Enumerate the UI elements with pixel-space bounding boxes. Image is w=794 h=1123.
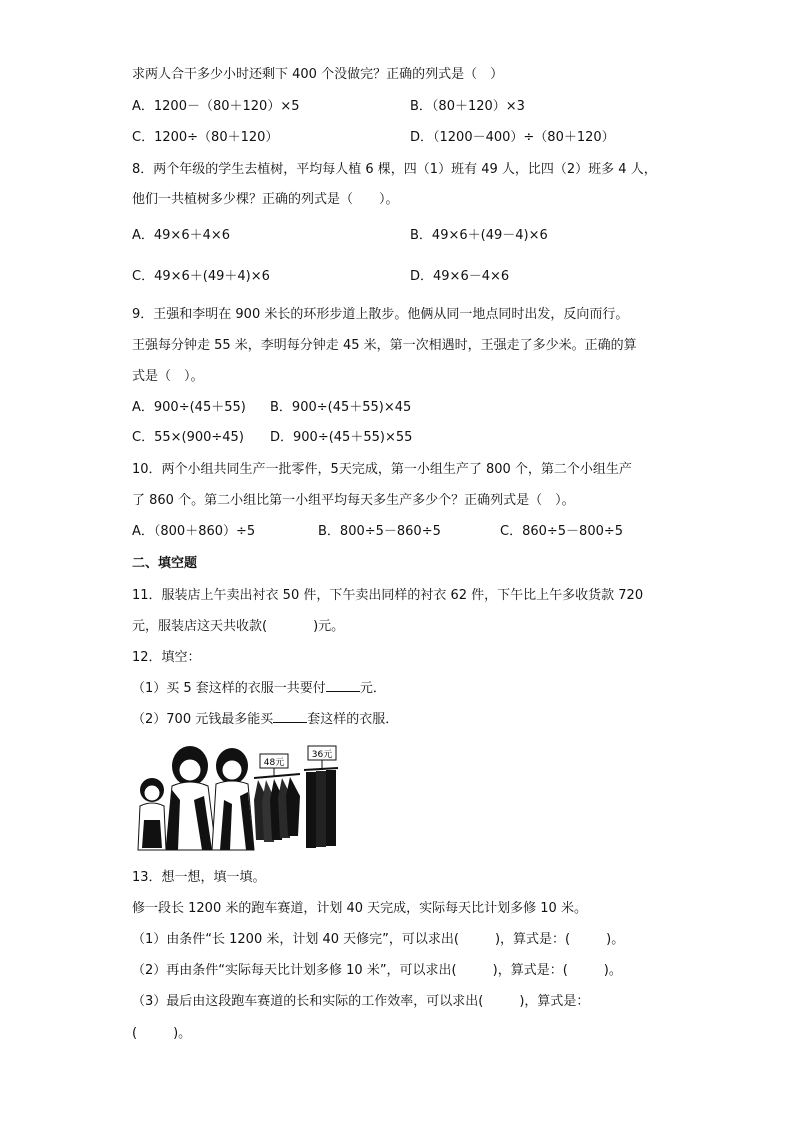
shoppers-icon [138, 746, 254, 850]
q8-option-d: D．49×6－4×6 [410, 269, 510, 284]
q13-title: 13．想一想，填一填。 [132, 870, 266, 885]
q13-sub1-pre: （1）由条件“长 1200 米，计划 40 天修完”，可以求出( [132, 932, 459, 947]
q10-option-a: A．（800＋860）÷5 [132, 524, 256, 539]
q13-sub1-mid: )，算式是：( [494, 932, 571, 947]
q7-option-b: B．（80＋120）×3 [410, 99, 525, 114]
q8-option-c: C．49×6＋(49＋4)×6 [132, 269, 270, 284]
q13-sub2-pre: （2）再由条件“实际每天比计划多修 10 米”，可以求出( [132, 963, 457, 978]
q11-text-pre: 元，服装店这天共收款( [132, 619, 268, 634]
q9-option-d: D．900÷(45＋55)×55 [270, 430, 413, 445]
q9-stem-line3: 式是（ ）。 [132, 369, 204, 384]
q12-sub1 [132, 679, 386, 699]
q11-line1: 11．服装店上午卖出衬衣 50 件，下午卖出同样的衬衣 62 件，下午比上午多收货款 720 [132, 588, 644, 603]
price-tag-36-label: 36元 [311, 750, 333, 760]
q12-sub2-pre: （2）700 元钱最多能买 [132, 712, 274, 727]
q7-option-d: D．（1200－400）÷（80＋120） [410, 130, 615, 145]
q8-stem-line2: 他们一共植树多少棵？正确的列式是（ ）。 [132, 192, 399, 207]
clothing-rack-icon [254, 768, 338, 848]
q11-text-post: )元。 [313, 619, 345, 634]
price-tag-48-label: 48元 [263, 758, 285, 768]
q8-option-a: A．49×6＋4×6 [132, 228, 231, 243]
q13-sub2 [132, 961, 622, 981]
q13-intro: 修一段长 1200 米的跑车赛道，计划 40 天完成，实际每天比计划多修 10 米。 [132, 901, 587, 916]
q12-sub1-pre: （1）买 5 套这样的衣服一共要付 [132, 681, 326, 696]
q8-option-b: B．49×6＋(49－4)×6 [410, 228, 548, 243]
q13-sub3-line2-post: )。 [173, 1026, 192, 1041]
section-title: 二、填空题 [132, 556, 198, 571]
q10-option-c: C．860÷5－800÷5 [500, 524, 624, 539]
q7-stem: 求两人合干多少小时还剩下 400 个没做完？正确的列式是（ ） [132, 67, 504, 82]
q9-option-c: C．55×(900÷45) [132, 430, 244, 445]
q13-sub2-post: )。 [603, 963, 622, 978]
q9-option-b: B．900÷(45＋55)×45 [270, 400, 412, 415]
q13-sub1 [132, 930, 624, 950]
q10-stem-line1: 10．两个小组共同生产一批零件，5天完成，第一小组生产了 800 个，第二个小组生产 [132, 462, 632, 477]
q9-stem-line1: 9．王强和李明在 900 米长的环形步道上散步。他俩从同一地点同时出发，反向而行。 [132, 307, 629, 322]
clothing-store-illustration [132, 740, 342, 860]
q10-option-b: B．800÷5－860÷5 [318, 524, 441, 539]
q9-stem-line2: 王强每分钟走 55 米，李明每分钟走 45 米，第一次相遇时，王强走了多少米。正确的算 [132, 338, 637, 353]
q13-sub1-post: )。 [606, 932, 625, 947]
q12-sub2-post: 套这样的衣服． [307, 712, 399, 727]
q12-sub2-blank[interactable] [273, 710, 307, 723]
q13-sub3-line2 [132, 1024, 191, 1044]
q13-sub3-line2-pre: ( [132, 1026, 138, 1041]
q8-stem-line1: 8．两个年级的学生去植树，平均每人植 6 棵，四（1）班有 49 人，比四（2）班多 4 人， [132, 162, 657, 177]
q12-title: 12．填空： [132, 650, 201, 665]
q12-sub1-blank[interactable] [326, 679, 360, 692]
q11-line2 [132, 617, 344, 637]
q7-option-a: A．1200－（80＋120）×5 [132, 99, 300, 114]
q13-sub2-mid: )，算式是：( [492, 963, 568, 978]
q12-sub2 [132, 710, 398, 730]
q13-sub3-post: )，算式是： [519, 994, 590, 1009]
q13-sub3 [132, 992, 589, 1012]
q12-sub1-post: 元． [359, 681, 386, 696]
q9-option-a: A．900÷(45＋55) [132, 400, 246, 415]
q13-sub3-pre: （3）最后由这段跑车赛道的长和实际的工作效率，可以求出( [132, 994, 484, 1009]
q7-option-c: C．1200÷（80＋120） [132, 130, 279, 145]
q10-stem-line2: 了 860 个。第二小组比第一小组平均每天多生产多少个？正确列式是（ ）。 [132, 493, 575, 508]
